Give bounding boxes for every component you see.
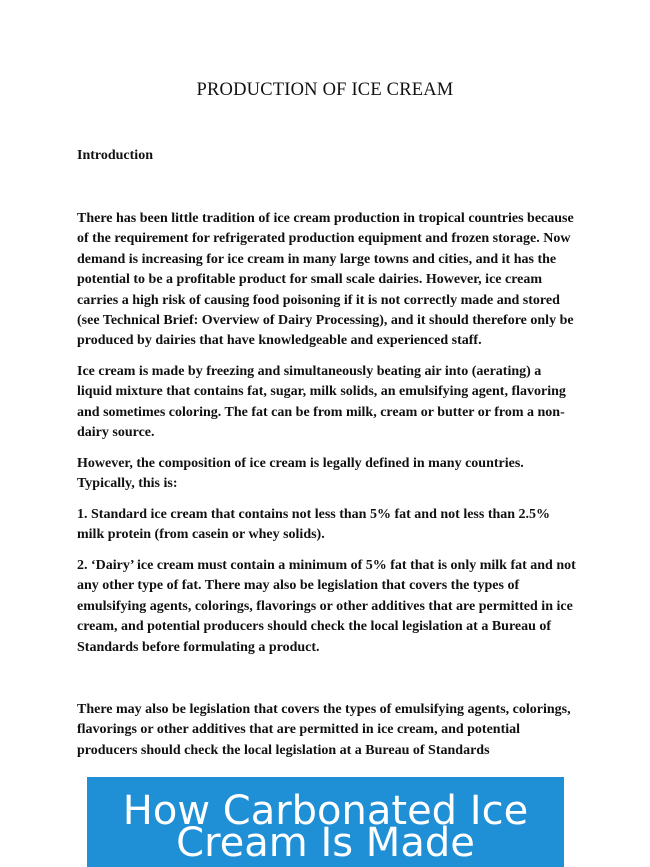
section-heading-introduction: Introduction [77, 148, 153, 163]
article-banner[interactable] [87, 777, 564, 867]
paragraph-4 [77, 505, 577, 546]
paragraph-text: Ice cream is made by freezing and simultaneously beating air into (aerating) a liquid mixture that contains fat, sugar, milk solids, an emulsifying agent, flavoring and sometimes coloring. The fat can be from milk, cream or butter or from a non-dairy source. [77, 364, 566, 441]
paragraph-text: However, the composition of ice cream is legally defined in many countries. Typically, this is: [77, 456, 524, 492]
paragraph-6 [77, 700, 577, 761]
paragraph-5 [77, 556, 577, 658]
paragraph-text: 2. ‘Dairy’ ice cream must contain a minimum of 5% fat that is only milk fat and not any other type of fat. There may also be legislation that covers the types of emulsifying agents, colorings, flavorings or other additives that are permitted in ice cream, and potential producers should check the local legislation at a Bureau of Standards before formulating a product. [77, 558, 576, 655]
banner-title[interactable]: How Carbonated Ice Cream Is Made [122, 788, 529, 866]
paragraph-2 [77, 362, 577, 444]
paragraph-text: There has been little tradition of ice cream production in tropical countries because of the requirement for refrigerated production equipment and frozen storage. Now demand is increasing for ice cream in many large towns and cities, and it has the potential to be a profitable product for small scale dairies. However, ice cream carries a high risk of causing food poisoning if it is not correctly made and stored (see Technical Brief: Overview of Dairy Processing), and it should therefore only be produced by dairies that have knowledgeable and experienced staff. [77, 211, 574, 349]
paragraph-text: 1. Standard ice cream that contains not less than 5% fat and not less than 2.5% milk protein (from casein or whey solids). [77, 507, 551, 543]
paragraph-text: There may also be legislation that covers the types of emulsifying agents, colorings, flavorings or other additives that are permitted in ice cream, and potential producers should check the local legislation at a Bureau of Standards [77, 702, 571, 758]
document-title: PRODUCTION OF ICE CREAM [196, 80, 454, 100]
paragraph-1 [77, 209, 577, 352]
paragraph-3 [77, 454, 577, 495]
